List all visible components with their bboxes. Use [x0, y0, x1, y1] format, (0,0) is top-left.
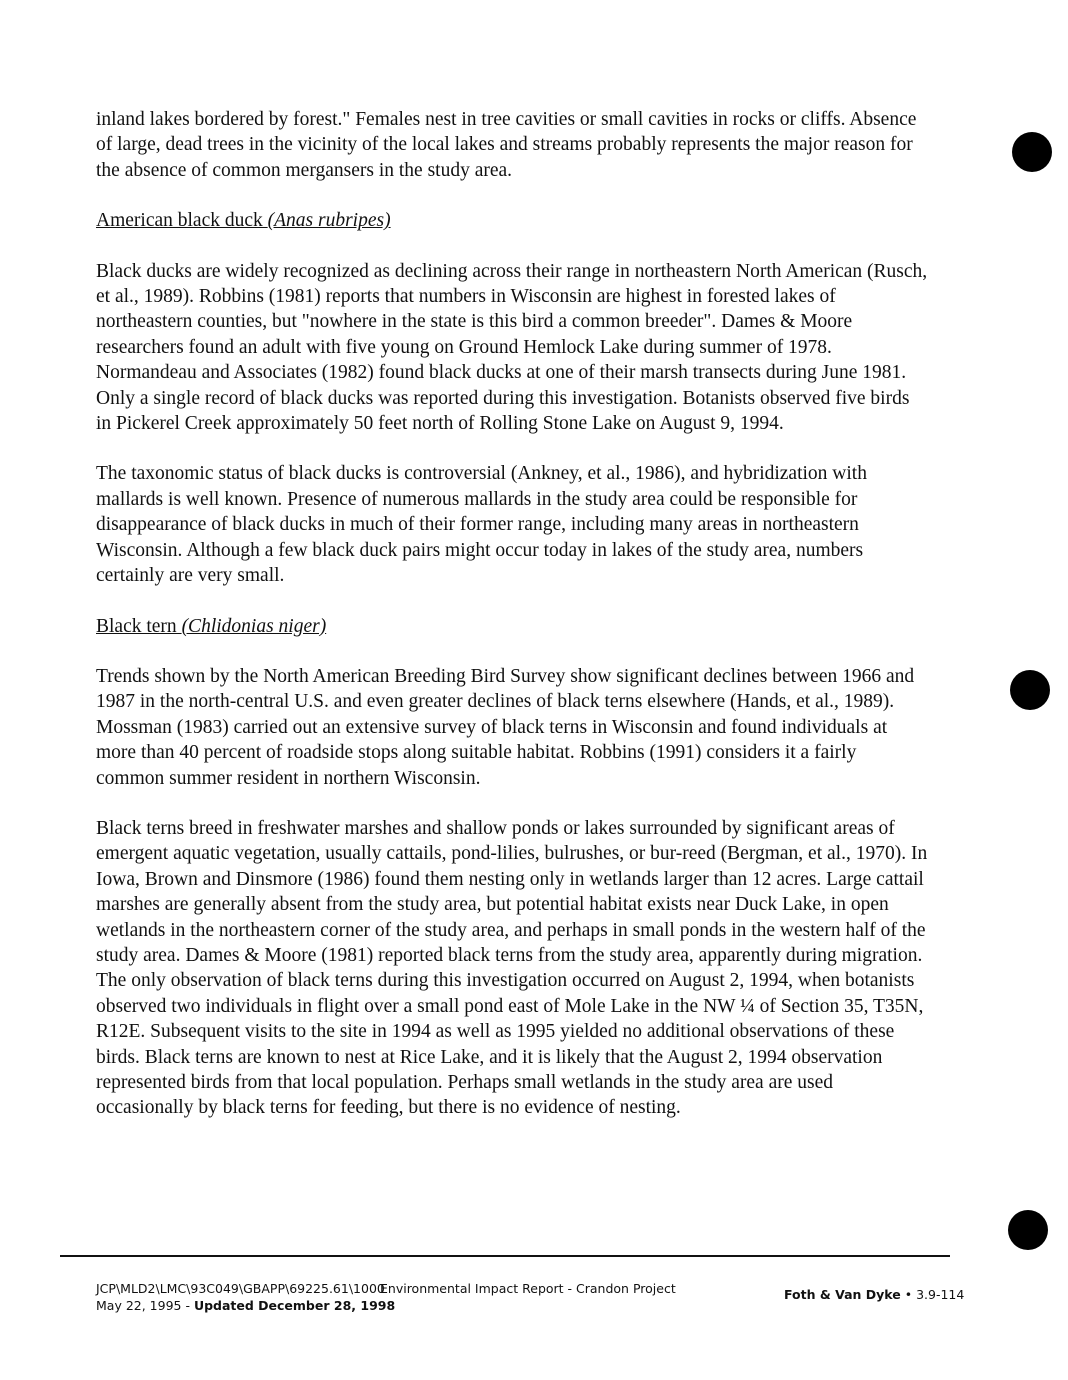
- paragraph-black-duck-1: Black ducks are widely recognized as declining across their range in northeastern North American (Rusch, et al., 1989). Robbins (1981) reports that numbers in Wisconsin are highest in forested lakes of northeastern counties, but "nowhere in the state is this bird a common breeder". Dames & Moore researchers found an adult with five young on Ground Hemlock Lake during summer of 1978. Normandeau and Associates (1982) found black ducks at one of their marsh transects during June 1981. Only a single record of black ducks was reported during this investigation. Botanists observed five birds in Pickerel Creek approximately 50 feet north of Rolling Stone Lake on August 9, 1994.: [96, 260, 928, 435]
- footer-report-title: Environmental Impact Report - Crandon Project: [380, 1281, 676, 1296]
- footer-company: Foth & Van Dyke: [784, 1287, 901, 1302]
- footer-separator: •: [900, 1287, 917, 1302]
- paragraph-black-tern-1: Trends shown by the North American Breeding Bird Survey show significant declines between 1966 and 1987 in the north-central U.S. and even greater declines of black terns elsewhere (Hands, et al., 1989). Mossman (1983) carried out an extensive survey of black terns in Wisconsin and found individuals at more than 40 percent of roadside stops along suitable habitat. Robbins (1991) considers it a fairly common summer resident in northern Wisconsin.: [96, 665, 915, 789]
- footer-file-path: JCP\MLD2\LMC\93C049\GBAPP\69225.61\1000: [96, 1281, 385, 1296]
- footer-right: [784, 1286, 964, 1303]
- footer-rule: [60, 1255, 950, 1257]
- footer-date: May 22, 1995 -: [96, 1298, 194, 1313]
- heading-latin-name: (Chlidonias niger): [181, 615, 327, 637]
- paragraph-black-tern-2: Black terns breed in freshwater marshes and shallow ponds or lakes surrounded by significant areas of emergent aquatic vegetation, usually cattails, pond-lilies, bulrushes, or bur-reed (Bergman, et al., 1970). In Iowa, Brown and Dinsmore (1986) found them nesting only in wetlands larger than 12 acres. Large cattail marshes are generally absent from the study area, but potential habitat exists near Duck Lake, in open wetlands in the northeastern corner of the study area, and perhaps in small ponds in the western half of the study area. Dames & Moore (1981) reported black terns from the study area, apparently during migration. The only observation of black terns during this investigation occurred on August 2, 1994, when botanists observed two individuals in flight over a small pond east of Mole Lake in the NW ¼ of Section 35, T35N, R12E. Subsequent visits to the site in 1994 as well as 1995 yielded no additional observations of these birds. Black terns are known to nest at Rice Lake, and it is likely that the August 2, 1994 observation represented birds from that local population. Perhaps small wetlands in the study area are used occasionally by black terns for feeding, but there is no evidence of nesting.: [96, 817, 928, 1119]
- heading-american-black-duck: [96, 208, 928, 233]
- footer-center: [380, 1280, 676, 1297]
- footer-page-number: 3.9-114: [916, 1287, 965, 1302]
- margin-bullet-2: [1010, 670, 1050, 710]
- heading-common-name: American black duck: [96, 210, 268, 232]
- footer-left: [96, 1280, 395, 1314]
- heading-latin-name: (Anas rubripes): [267, 210, 391, 232]
- footer-date-line: [96, 1297, 395, 1314]
- heading-common-name: Black tern: [96, 615, 182, 637]
- paragraph-black-duck-2: The taxonomic status of black ducks is controversial (Ankney, et al., 1986), and hybridization with mallards is well known. Presence of numerous mallards in the study area could be responsible for disappearance of black ducks in much of their former range, including many areas in northeastern Wisconsin. Although a few black duck pairs might occur today in lakes of the study area, numbers certainly are very small.: [96, 463, 867, 587]
- paragraph-merganser: inland lakes bordered by forest." Females nest in tree cavities or small cavities in rocks or cliffs. Absence of large, dead trees in the vicinity of the local lakes and streams probably represents the major reason for the absence of common mergansers in the study area.: [96, 109, 917, 181]
- footer-updated: Updated December 28, 1998: [193, 1298, 396, 1313]
- body-text: [96, 107, 928, 1146]
- margin-bullet-1: [1012, 132, 1052, 172]
- heading-black-tern: [96, 614, 928, 639]
- margin-bullet-3: [1008, 1210, 1048, 1250]
